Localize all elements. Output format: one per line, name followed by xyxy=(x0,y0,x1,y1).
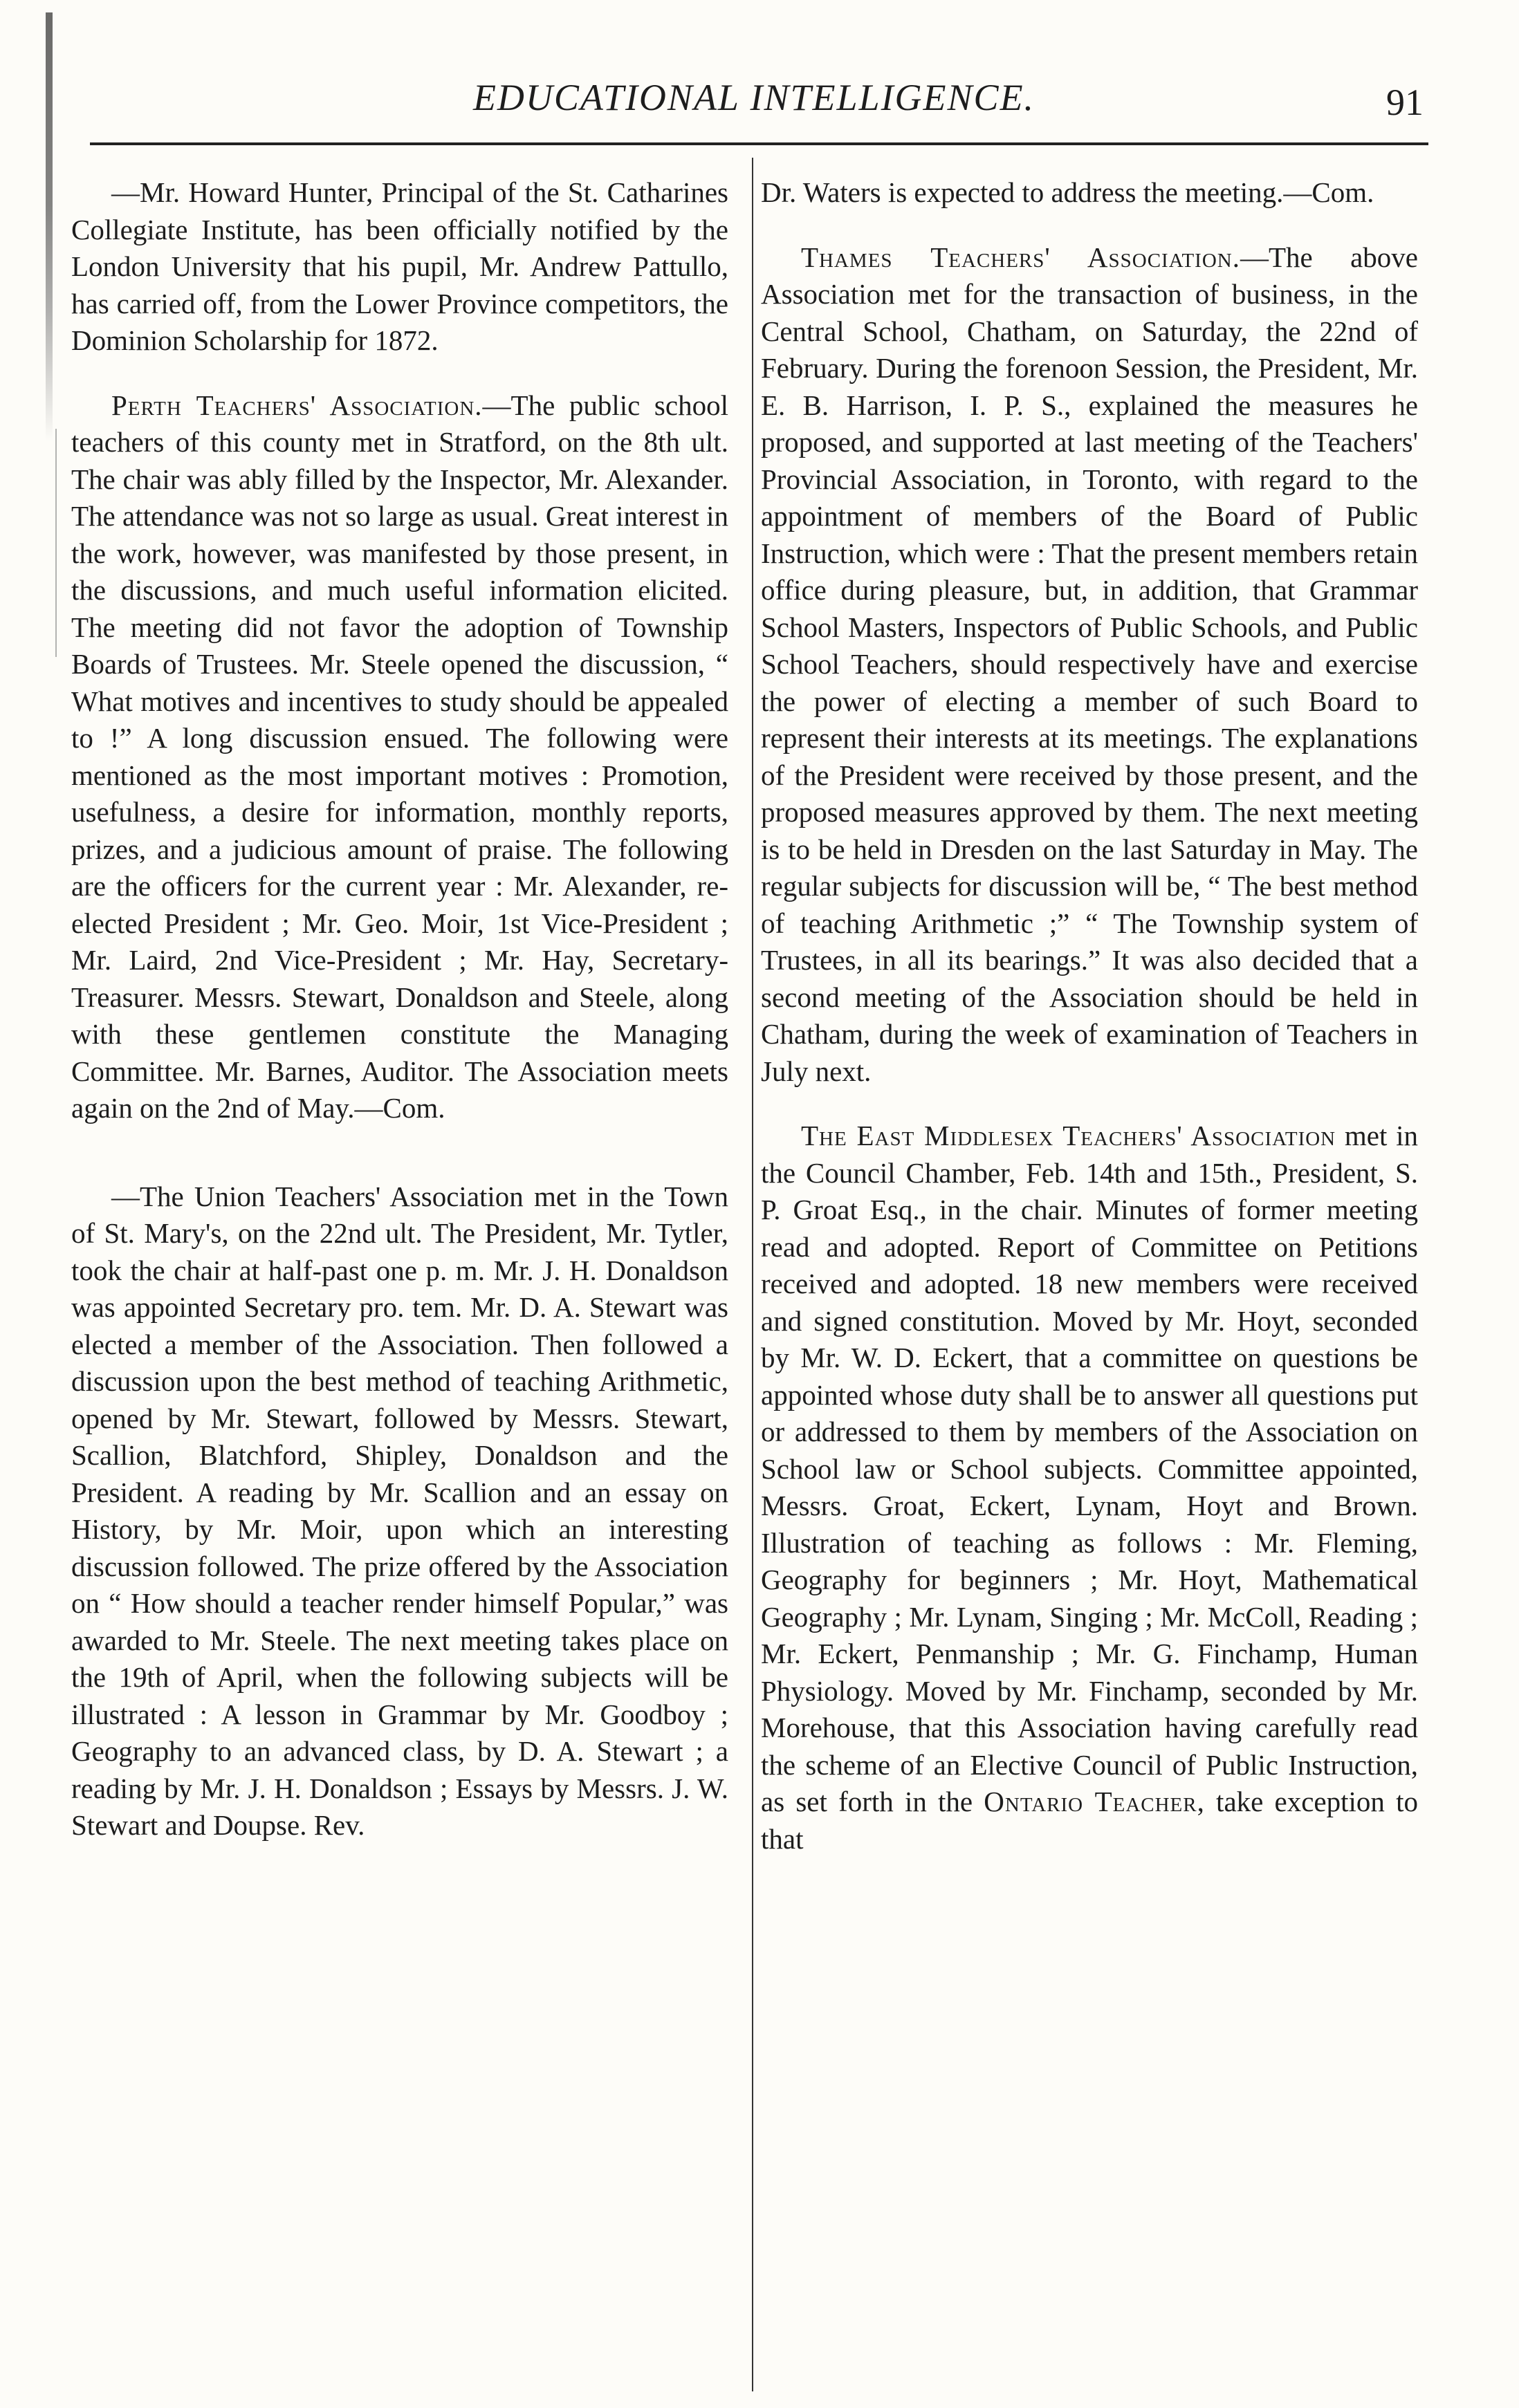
left-column xyxy=(71,174,728,1872)
running-title: EDUCATIONAL INTELLIGENCE. xyxy=(472,77,1035,118)
article-text: —The Union Teachers' Association met in the Town of St. Mary's, on the 22nd ult. The President, Mr. Tytler, took the chair at half-past one p. m. Mr. J. H. Donaldson was appointed Secretary pro. tem. Mr. D. A. Stewart was elected a member of the Association. Then followed a discussion upon the best method of teaching Arithmetic, opened by Mr. Stewart, followed by Messrs. Stewart, Scallion, Blatchford, Shipley, Donaldson and the President. A reading by Mr. Scallion and an essay on History, by Mr. Moir, upon which an interesting discussion followed. The prize offered by the Association on “ How should a teacher render himself Popular,” was awarded to Mr. Steele. The next meeting takes place on the 19th of April, when the following subjects will be illustrated : A lesson in Grammar by Mr. Goodboy ; Geography to an advanced class, by D. A. Stewart ; a reading by Mr. J. H. Donaldson ; Essays by Messrs. J. W. Stewart and Doupse. Rev. xyxy=(71,1180,728,1841)
article-text: take exception to that xyxy=(761,1786,1418,1855)
right-column xyxy=(761,174,1418,1885)
article-perth-association xyxy=(71,387,728,1127)
article-east-middlesex-association xyxy=(761,1118,1418,1858)
article-thames-association xyxy=(761,239,1418,1091)
column-divider xyxy=(752,158,753,2391)
article-union-association xyxy=(71,1178,728,1844)
article-text: met in the Council Chamber, Feb. 14th and 15th., President, S. P. Groat Esq., in the chair. Minutes of former meeting read and adopted. Report of Committee on Petitions received and adopted. 18 new members were received and signed constitution. Moved by Mr. Hoyt, seconded by Mr. W. D. Eckert, that a committee on questions be appointed whose duty shall be to answer all questions put or addressed to them by members of the Association on School law or School subjects. Committee appointed, Messrs. Groat, Eckert, Lynam, Hoyt and Brown. Illustration of teaching as follows : Mr. Fleming, Geography for beginners ; Mr. Hoyt, Mathematical Geography ; Mr. Lynam, Singing ; Mr. McColl, Reading ; Mr. Eckert, Penmanship ; Mr. G. Finchamp, Human Physiology. Moved by Mr. Finchamp, seconded by Mr. Morehouse, that this Association having carefully read the scheme of an Elective Council of Public Instruction, as set forth in the xyxy=(761,1120,1418,1817)
article-text: —The above Association met for the transaction of business, in the Central School, Chatham, on Saturday, the 22nd of February. During the forenoon Session, the President, Mr. E. B. Harrison, I. P. S., explained the measures he proposed, and supported at last meeting of the Teachers' Provincial Association, in Toronto, with regard to the appointment of members of the Board of Public Instruction, which were : That the present members retain office during pleasure, but, in addition, that Grammar School Masters, Inspectors of Public Schools, and Public School Teachers, should respectively have and exercise the power of electing a member of such Board to represent their interests at its meetings. The explanations of the President were received by those present, and the proposed measures approved by them. The next meeting is to be held in Dresden on the last Saturday in May. The regular subjects for discussion will be, “ The best method of teaching Arithmetic ;” “ The Township system of Trustees, in all its bearings.” It was also decided that a second meeting of the Association should be held in Chatham, during the week of examination of Teachers in July next. xyxy=(761,241,1418,1087)
header-rule xyxy=(90,142,1428,145)
article-heading: Thames Teachers' Association. xyxy=(801,241,1240,273)
article-heading: Perth Teachers' Association. xyxy=(111,389,483,421)
page-number: 91 xyxy=(1386,82,1424,123)
article-text: Dr. Waters is expected to address the meeting.—Com. xyxy=(761,176,1374,208)
article-union-continuation xyxy=(761,174,1418,212)
article-heading: The East Middlesex Teachers' Association xyxy=(801,1120,1336,1151)
article-text: —Mr. Howard Hunter, Principal of the St. Catharines Collegiate Institute, has been officially notified by the London University that his pupil, Mr. Andrew Pattullo, has carried off, from the Lower Province competitors, the Dominion Scholarship for 1872. xyxy=(71,176,728,356)
article-hunter-scholarship xyxy=(71,174,728,360)
margin-line xyxy=(55,429,57,657)
journal-name: Ontario Teacher, xyxy=(984,1786,1205,1817)
article-text: —The public school teachers of this county met in Stratford, on the 8th ult. The chair was ably filled by the Inspector, Mr. Alexander. The attendance was not so large as usual. Great interest in the work, however, was manifested by those present, in the discussions, and much useful information elicited. The meeting did not favor the adoption of Township Boards of Trustees. Mr. Steele opened the discussion, “ What motives and incentives to study should be appealed to !” A long discussion ensued. The following were mentioned as the most important motives : Promotion, usefulness, a desire for information, monthly reports, prizes, and a judicious amount of praise. The following are the officers for the current year : Mr. Alexander, re-elected President ; Mr. Geo. Moir, 1st Vice-President ; Mr. Laird, 2nd Vice-President ; Mr. Hay, Secretary-Treasurer. Messrs. Stewart, Donaldson and Steele, along with these gentlemen constitute the Managing Committee. Mr. Barnes, Auditor. The Association meets again on the 2nd of May.—Com. xyxy=(71,389,728,1124)
page-header xyxy=(97,66,1425,142)
binding-edge-mark xyxy=(46,12,53,441)
